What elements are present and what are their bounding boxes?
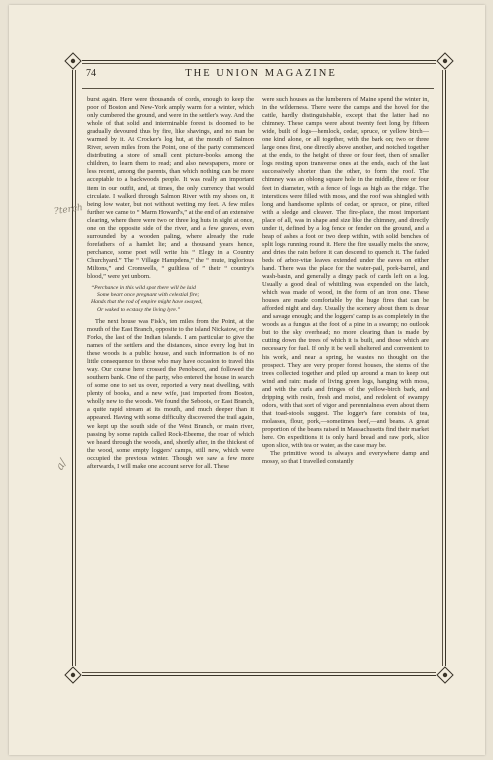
running-title: THE UNION MAGAZINE bbox=[185, 68, 337, 79]
handwritten-margin-note: ?terch bbox=[53, 203, 84, 217]
verse-quotation bbox=[91, 285, 254, 314]
body-paragraph: were such houses as the lumberers of Maine spend the winter in, in the wilderness. There were the camps and the hovel for the cattle, hardly distinguishable, except that the latter had no chimney. These camps were about twenty feet long by fifteen wide, built of logs—hemlock, cedar, spruce, or yellow birch—one kind alone, or all together, with the bark on; two or three large ones first, one directly above another, and notched together at the ends, to the height of three or four feet, then of smaller logs resting upon transverse ones at the ends, each of the last successively shorter than the other, to form the roof. The chimney was an oblong square hole in the middle, three or four feet in diameter, with a fence of logs as high as the ridge. The interstices were filled with moss, and the roof was shingled with long and handsome splints of cedar, or spruce, or pine, rifted with a sledge and cleaver. The fire-place, the most important place of all, was in shape and size like the chimney, and directly under it, defined by a log fence or fender on the ground, and a heap of ashes a foot or two deep within, with solid benches of split logs running round it. Here the fire usually melts the snow, and dries the rain before it can descend to quench it. The faded beds of arbor-vitæ leaves extended under the eaves on either hand. There was the place for the water-pail, pork-barrel, and wash-basin, and generally a dingy pack of cards left on a log. Usually a good deal of whittling was expended on the latch, which was made of wood, in the form of an iron one. These houses are made comfortable by the huge fires that can be afforded night and day. Usually the scenery about them is drear and savage enough; and the loggers' camp is as completely in the woods as a fungus at the foot of a pine in a swamp; no outlook but to the sky overhead; no more clearing than is made by cutting down the trees of which it is built, and those which are necessary for fuel. If only it be well sheltered and convenient to his work, and near a spring, he wastes no thought on the prospect. They are very proper forest houses, the stems of the trees collected together and piled up around a man to keep out wind and rain: made of living green logs, hanging with moss, and with the curls and fringes of the yellow-birch bark, and dripping with resin, fresh and moist, and redolent of swampy odors, with that sort of vigor and perennialness even about them that toad-stools suggest. The logger's fare consists of tea, molasses, flour, pork,—sometimes beef,—and beans. A great proportion of the beans raised in Massachusetts find their market here. On expeditions it is only hard bread and raw pork, slice upon slice, with tea or water, as the case may be. bbox=[262, 96, 429, 450]
page-header bbox=[86, 68, 436, 84]
page-number: 74 bbox=[86, 68, 96, 79]
verse-line: “Perchance in this wild spot there will be laid bbox=[91, 285, 196, 292]
right-text-column bbox=[262, 96, 429, 671]
verse-line: Hands that the rod of empire might have swayed, bbox=[91, 299, 203, 306]
body-paragraph: The next house was Fisk's, ten miles from the Point, at the mouth of the East Branch, opposite to the island Nickatow, or the Forks, the last of the Indian islands. I am particular to give the names of the settlers and the distances, since every log hut in these woods is a public house, and such information is of no little consequence to those who may have occasion to travel this way. Our course here crossed the Penobscot, and followed the southern bank. One of the party, who entered the house in search of some one to set us over, reported a very neat dwelling, with plenty of books, and a new wife, just imported from Boston, wholly new to the woods. We found the Seboois, or East Branch, a quite rapid stream at its mouth, and much deeper than it appeared. Having with some difficulty discovered the trail again, we kept up the south side of the West Branch, or main river, passing by some rapids called Rock-Ebeeme, the roar of which we heard through the woods, and, shortly after, in the thickest of the wood, some empty loggers' camps, still new, which were occupied the previous winter. Though we saw a few more afterwards, I will make one account serve for all. These bbox=[87, 317, 254, 470]
corner-ornament-icon bbox=[64, 666, 82, 684]
verse-line: Some heart once pregnant with celestial fire; bbox=[97, 292, 200, 299]
handwritten-margin-mark: a/ bbox=[52, 456, 70, 473]
corner-ornament-icon bbox=[64, 52, 82, 70]
body-paragraph: burst again. Here were thousands of cords, enough to keep the poor of Boston and New-York amply warm for a winter, which only cumbered the ground, and were in the settler's way. And the whole of that solid and interminable forest is doomed to be gradually devoured thus by fire, like shavings, and no man be warmed by it. At Crocker's log hut, at the mouth of Salmon River, seven miles from the Point, one of the party commenced distributing a store of small cent picture-books among the children, to learn them to read; and also newspapers, more or less recent, among the parents, than which nothing can be more acceptable to a backwoods people. It was really an important item in our outfit, and, at times, the only currency that would circulate. I walked through Salmon River with my shoes on, it being low water, but not without wetting my feet. A few miles further we came to “ Marm Howard's,” at the end of an extensive clearing, where there were two or three log huts in sight at once, one on the opposite side of the river, and a few graves, even surrounded by a wooden paling, where already the rude forefathers of a hamlet lie; and a thousand years hence, perchance, some poet will write his “ Elegy in a Country Churchyard.” The “ Village Hampdens,” the “ mute, inglorious Miltons,” and Cromwells, “ guiltless of ” their “ country's blood,” were yet unborn. bbox=[87, 96, 254, 281]
left-text-column bbox=[87, 96, 254, 671]
body-paragraph: The primitive wood is always and everywhere damp and mossy, so that I travelled constantly bbox=[262, 450, 429, 466]
verse-line: Or waked to ecstasy the living lyre.” bbox=[97, 306, 181, 313]
header-rule bbox=[82, 88, 434, 89]
corner-ornament-icon bbox=[436, 666, 454, 684]
corner-ornament-icon bbox=[436, 52, 454, 70]
